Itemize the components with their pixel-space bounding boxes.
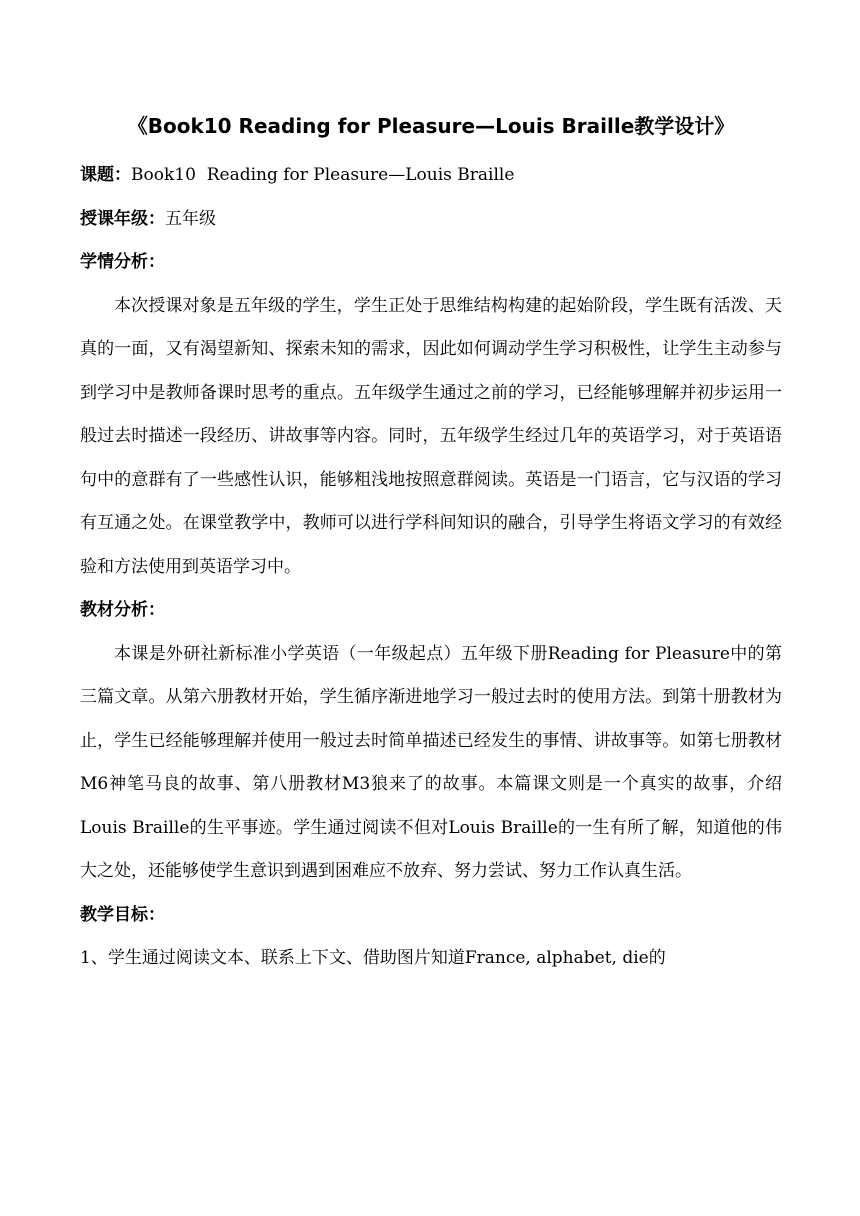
teaching-goal-item: 1、学生通过阅读文本、联系上下文、借助图片知道France, alphabet, die的 <box>80 948 666 968</box>
grade-line <box>80 198 782 242</box>
teaching-goals-heading: 教学目标： <box>80 904 165 925</box>
document-title: 《Book10 Reading for Pleasure—Louis Braille教学设计》 <box>127 114 735 138</box>
topic-label: 课题： <box>80 165 131 185</box>
topic-value: Book10 Reading for Pleasure—Louis Braille <box>131 165 515 185</box>
material-analysis-paragraph: 本课是外研社新标准小学英语（一年级起点）五年级下册Reading for Pleasure中的第三篇文章。从第六册教材开始，学生循序渐进地学习一般过去时的使用方法。到第十册教材为止，学生已经能够理解并使用一般过去时简单描述已经发生的事情、讲故事等。如第七册教材M6神笔马良的故事、第八册教材M3狼来了的故事。本篇课文则是一个真实的故事，介绍Louis Braille的生平事迹。学生通过阅读不但对Louis Braille的一生有所了解，知道他的伟大之处，还能够使学生意识到遇到困难应不放弃、努力尝试、努力工作认真生活。 <box>80 643 782 881</box>
grade-label: 授课年级： <box>80 208 165 229</box>
grade-value: 五年级 <box>165 208 216 229</box>
material-analysis-heading: 教材分析： <box>80 600 165 620</box>
topic-line <box>80 154 782 198</box>
learner-analysis-heading: 学情分析： <box>80 252 165 272</box>
document-page <box>80 110 782 981</box>
learner-analysis-paragraph: 本次授课对象是五年级的学生，学生正处于思维结构构建的起始阶段，学生既有活泼、天真的一面，又有渴望新知、探索未知的需求，因此如何调动学生学习积极性，让学生主动参与到学习中是教师备课时思考的重点。五年级学生通过之前的学习，已经能够理解并初步运用一般过去时描述一段经历、讲故事等内容。同时，五年级学生经过几年的英语学习，对于英语语句中的意群有了一些感性认识，能够粗浅地按照意群阅读。英语是一门语言，它与汉语的学习有互通之处。在课堂教学中，教师可以进行学科间知识的融合，引导学生将语文学习的有效经验和方法使用到英语学习中。 <box>80 295 782 577</box>
